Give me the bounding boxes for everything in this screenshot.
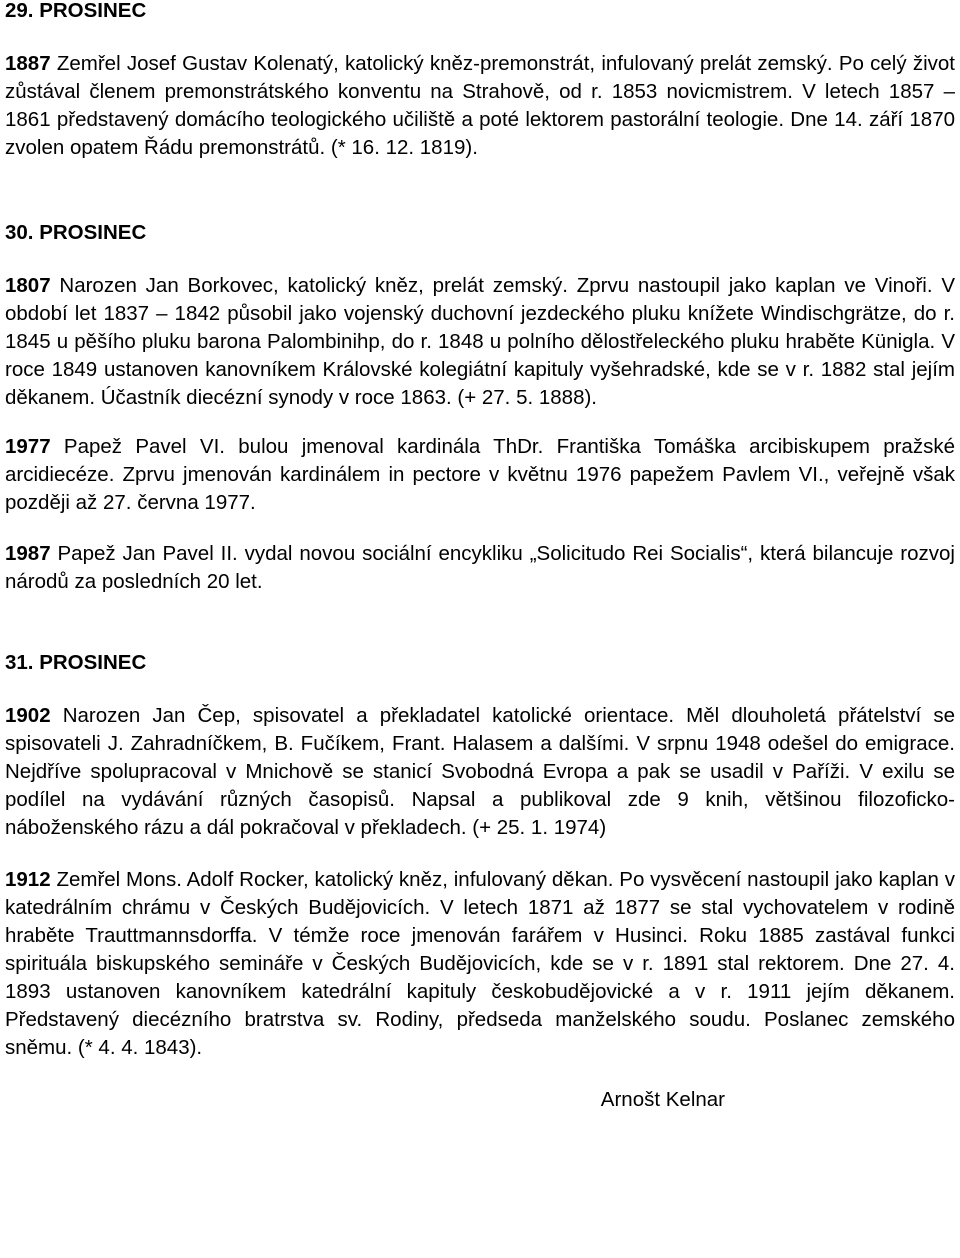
entry-1912 (5, 866, 955, 1062)
entry-text: Papež Jan Pavel II. vydal novou sociální encykliku „Solicitudo Rei Socialis“, která bilancuje rozvoj národů za posledních 20 let. (5, 542, 955, 593)
section-heading-30-prosinec: 30. PROSINEC (5, 221, 147, 244)
entry-year: 1902 (5, 704, 51, 727)
author-signature: Arnošt Kelnar (600, 1088, 725, 1111)
entry-year: 1912 (5, 868, 51, 891)
entry-text: Narozen Jan Borkovec, katolický kněz, prelát zemský. Zprvu nastoupil jako kaplan ve Vinoři. V období let 1837 – 1842 působil jako vojenský duchovní jezdeckého pluku knížete Windischgrätze, do r. 1845 u pěšího pluku barona Palombinihp, do r. 1848 u polního dělostřeleckého pluku hraběte Künigla. V roce 1849 ustanoven kanovníkem Královské kolegiátní kapituly vyšehradské, kde se v r. 1882 stal jejím děkanem. Účastník diecézní synody v roce 1863. (+ 27. 5. 1888). (5, 274, 955, 409)
entry-text: Papež Pavel VI. bulou jmenoval kardinála ThDr. Františka Tomáška arcibiskupem pražské arcidiecéze. Zprvu jmenován kardinálem in pectore v květnu 1976 papežem Pavlem VI., veřejně však později až 27. června 1977. (5, 435, 955, 514)
entry-year: 1977 (5, 435, 51, 458)
entry-year: 1987 (5, 542, 51, 565)
entry-1887 (5, 50, 955, 162)
entry-text: Zemřel Mons. Adolf Rocker, katolický kněz, infulovaný děkan. Po vysvěcení nastoupil jako kaplan v katedrálním chrámu v Českých Budějovicích. V letech 1871 až 1877 se stal vychovatelem v rodině hraběte Trauttmannsdorffa. V témže roce jmenován farářem v Husinci. Roku 1885 zastával funkci spirituála biskupského semináře v Českých Budějovicích, kde se v r. 1891 stal rektorem. Dne 27. 4. 1893 ustanoven kanovníkem katedrální kapituly českobudějovické a v r. 1911 jejím děkanem. Představený diecézního bratrstva sv. Rodiny, předseda manželského soudu. Poslanec zemského sněmu. (* 4. 4. 1843). (5, 868, 955, 1059)
entry-text: Zemřel Josef Gustav Kolenatý, katolický kněz-premonstrát, infulovaný prelát zemský. Po celý život zůstával členem premonstrátského konventu na Strahově, od r. 1853 novicmistrem. V letech 1857 – 1861 představený domácího teologického učiliště a poté lektorem pastorální teologie. Dne 14. září 1870 zvolen opatem Řádu premonstrátů. (* 16. 12. 1819). (5, 52, 955, 159)
entry-year: 1807 (5, 274, 51, 297)
section-heading-29-prosinec: 29. PROSINEC (5, 0, 147, 22)
entry-text: Narozen Jan Čep, spisovatel a překladatel katolické orientace. Měl dlouholetá přátelství se spisovateli J. Zahradníčkem, B. Fučíkem, Frant. Halasem a dalšími. V srpnu 1948 odešel do emigrace. Nejdříve spolupracoval v Mnichově se stanicí Svobodná Evropa a pak se usadil v Paříži. V exilu se podílel na vydávání různých časopisů. Napsal a publikoval zde 9 knih, většinou filozoficko-náboženského rázu a dál pokračoval v překladech. (+ 25. 1. 1974) (5, 704, 955, 839)
entry-1902 (5, 702, 955, 842)
entry-1987 (5, 540, 955, 596)
section-heading-31-prosinec: 31. PROSINEC (5, 651, 147, 674)
entry-year: 1887 (5, 52, 51, 75)
entry-1977 (5, 433, 955, 517)
entry-1807 (5, 272, 955, 412)
